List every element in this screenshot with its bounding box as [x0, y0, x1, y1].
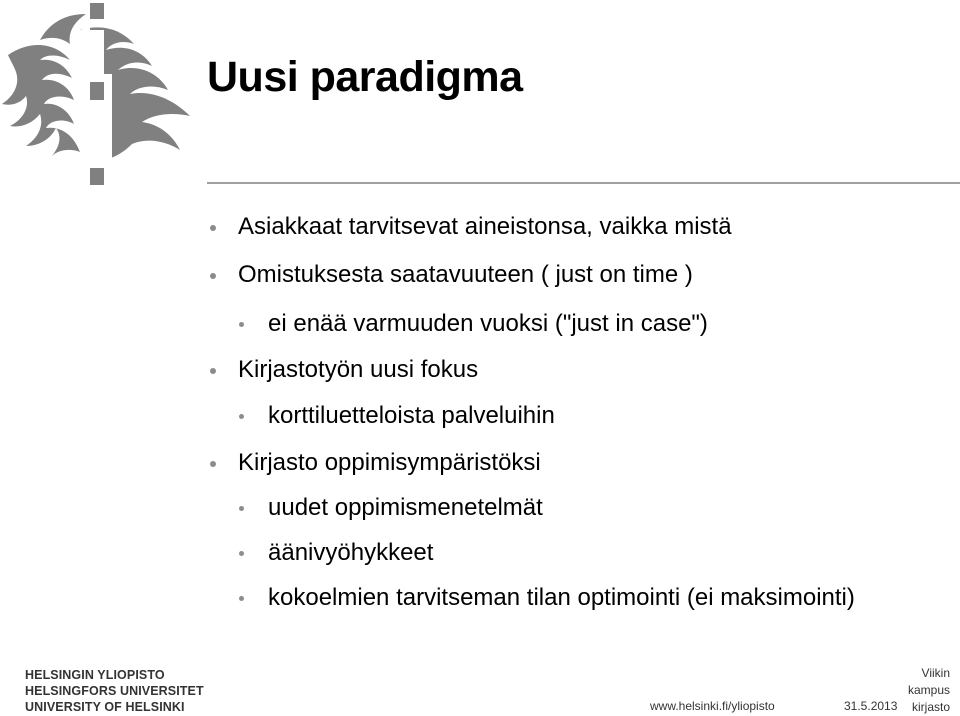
sub-bullet-icon: [239, 506, 244, 511]
footer-org-line: kampus: [907, 683, 950, 697]
bullet-icon: [210, 225, 216, 231]
bullet-text: Omistuksesta saatavuuteen ( just on time ): [238, 261, 693, 288]
bullet-text: Kirjasto oppimisympäristöksi: [238, 449, 541, 476]
bullet-text: kokoelmien tarvitseman tilan optimointi (ei maksimointi): [268, 584, 855, 611]
sub-bullet-item: [268, 402, 555, 430]
footer-url: www.helsinki.fi/yliopisto: [650, 699, 775, 713]
sub-bullet-item: [268, 539, 433, 567]
bullet-item: [238, 261, 693, 289]
sub-bullet-icon: [239, 414, 244, 419]
bullet-item: [238, 356, 478, 384]
sub-bullet-item: [268, 494, 543, 522]
bullet-text: korttiluetteloista palveluihin: [268, 402, 555, 429]
bullet-icon: [210, 368, 216, 374]
bullet-item: [238, 213, 732, 241]
slide-title: Uusi paradigma: [207, 53, 523, 101]
sub-bullet-item: [268, 310, 708, 338]
university-name-logo: [25, 667, 204, 715]
bullet-icon: [210, 273, 216, 279]
sub-bullet-icon: [239, 596, 244, 601]
footer-org-line: Viikin: [921, 666, 950, 680]
bullet-text: uudet oppimismenetelmät: [268, 494, 543, 521]
bullet-icon: [210, 461, 216, 467]
university-name-fi: HELSINGIN YLIOPISTO: [25, 668, 165, 682]
sub-bullet-icon: [239, 322, 244, 327]
footer-organization: [908, 665, 950, 716]
title-divider: [207, 182, 960, 184]
sub-bullet-icon: [239, 551, 244, 556]
university-flame-logo-icon: [0, 0, 200, 190]
bullet-text: Kirjastotyön uusi fokus: [238, 356, 479, 383]
university-name-en: UNIVERSITY OF HELSINKI: [25, 700, 185, 714]
bullet-text: ei enää varmuuden vuoksi ("just in case"): [268, 310, 708, 337]
bullet-text: äänivyöhykkeet: [268, 539, 434, 566]
sub-bullet-item: [268, 584, 855, 612]
bullet-text: Asiakkaat tarvitsevat aineistonsa, vaikka mistä: [238, 213, 732, 240]
university-name-sv: HELSINGFORS UNIVERSITET: [25, 684, 204, 698]
bullet-item: [238, 449, 541, 477]
footer-org-line: kirjasto: [911, 700, 950, 714]
footer-date: 31.5.2013: [844, 699, 898, 713]
